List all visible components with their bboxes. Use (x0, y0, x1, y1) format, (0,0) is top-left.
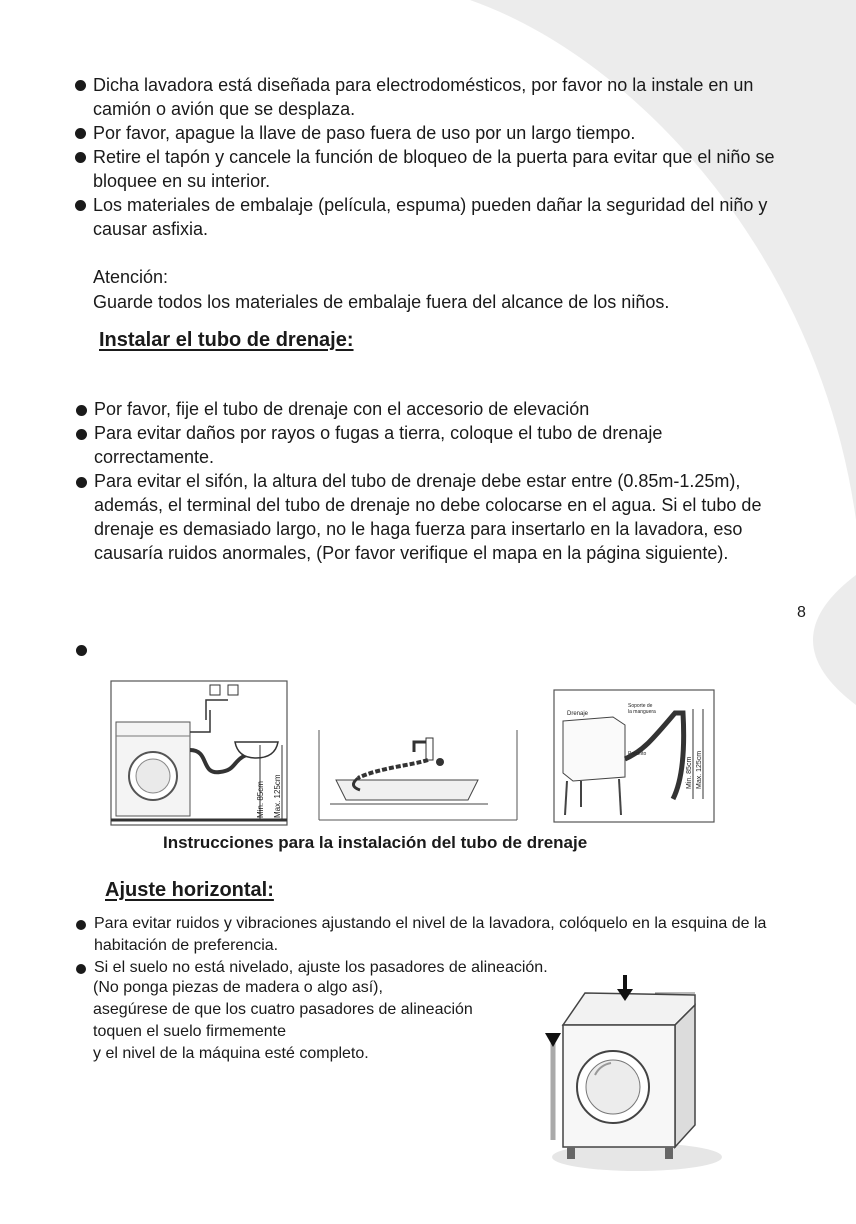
attention-title: Atención: (93, 267, 169, 287)
list-item: Por favor, apague la llave de paso fuera de uso por un largo tiempo. (75, 121, 795, 145)
bullet-icon (76, 477, 87, 488)
list-item: Los materiales de embalaje (película, espuma) pueden dañar la seguridad del niño y causar asfixia. (75, 193, 795, 241)
safety-list (75, 73, 795, 241)
list-item: Retire el tapón y cancele la función de bloqueo de la puerta para evitar que el niño se bloquee en su interior. (75, 145, 795, 193)
drain-figure-tub (318, 730, 518, 822)
bullet-icon (76, 964, 86, 974)
list-item: Para evitar el sifón, la altura del tubo de drenaje debe estar entre (0.85m-1.25m), además, el terminal del tubo de drenaje no debe colocarse en el agua. Si el tubo de drenaje es demasiado largo, no le haga fuerza para insertarlo en la lavadora, eso causaría ruidos anormales, (Por favor verifique el mapa en la página siguiente). (76, 469, 776, 565)
drain-heading: Instalar el tubo de drenaje: (99, 329, 354, 351)
drain-figure-sink (110, 680, 290, 830)
bullet-icon (75, 80, 86, 91)
bullet-icon (75, 152, 86, 163)
bullet-icon (76, 429, 87, 440)
bullet-icon (76, 920, 86, 930)
list-item: Si el suelo no está nivelado, ajuste los pasadores de alineación. (76, 957, 776, 979)
list-item: Por favor, fije el tubo de drenaje con el accesorio de elevación (76, 397, 776, 421)
min-height-label: Min. 85cm (686, 756, 693, 789)
drain-label: Drenaje (567, 711, 589, 717)
leveling-washer-illustration (545, 975, 725, 1175)
max-height-label: Max. 125cm (696, 750, 703, 789)
hose-support-label: Soporte de (628, 703, 653, 709)
max-height-label: Max. 125cm (273, 774, 282, 818)
list-item: Para evitar ruidos y vibraciones ajustando el nivel de la lavadora, colóquelo en la esquina de la habitación de preferencia. (76, 913, 776, 957)
bullet-icon (76, 405, 87, 416)
leveling-heading: Ajuste horizontal: (105, 879, 274, 901)
leveling-note: (No ponga piezas de madera o algo así), asegúrese de que los cuatro pasadores de alineación toquen el suelo firmemente y el nivel de la máquina esté completo. (93, 979, 473, 1062)
clamp-label: Precinto (628, 751, 647, 757)
drain-figure-support (553, 689, 715, 823)
page-number: 8 (797, 604, 806, 621)
figure-caption: Instrucciones para la instalación del tubo de drenaje (163, 833, 588, 852)
hose-support-label-2: la manguera (628, 709, 656, 715)
bullet-icon (76, 645, 87, 656)
bullet-icon (75, 200, 86, 211)
min-height-label: Min. 85cm (256, 781, 265, 818)
leveling-list (76, 913, 776, 979)
bullet-icon (75, 128, 86, 139)
list-item: Dicha lavadora está diseñada para electrodomésticos, por favor no la instale en un camión o avión que se desplaza. (75, 73, 795, 121)
attention-text: Guarde todos los materiales de embalaje fuera del alcance de los niños. (93, 292, 670, 312)
list-item: Para evitar daños por rayos o fugas a tierra, coloque el tubo de drenaje correctamente. (76, 421, 776, 469)
drain-list (76, 397, 776, 565)
